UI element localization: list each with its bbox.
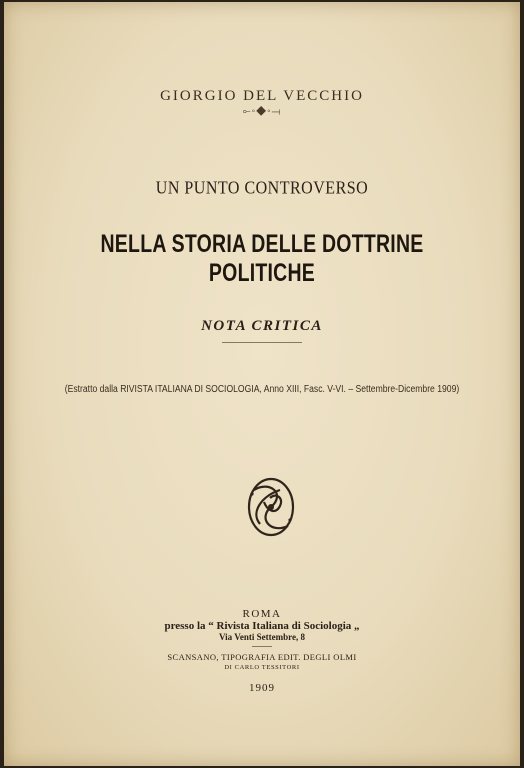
- monogram-icon: [240, 472, 302, 542]
- publisher-name: presso la “ Rivista Italiana di Sociologia „: [164, 620, 360, 632]
- subtitle: UN PUNTO CONTROVERSO: [155, 178, 369, 199]
- nota-critica: NOTA CRITICA: [201, 318, 323, 334]
- author-name: GIORGIO DEL VECCHIO: [160, 88, 364, 104]
- main-title: NELLA STORIA DELLE DOTTRINE POLITICHE: [100, 230, 424, 287]
- publisher-city: ROMA: [242, 608, 282, 620]
- printer-owner: DI CARLO TESSITORI: [224, 664, 300, 671]
- publisher-address: Via Venti Settembre, 8: [219, 632, 305, 642]
- extract-note: (Estratto dalla RIVISTA ITALIANA DI SOCIOLOGIA, Anno XIII, Fasc. V-VI. – Settembre-Dicembre 1909): [64, 384, 460, 395]
- divider-line: [222, 342, 302, 343]
- small-divider: [252, 646, 272, 647]
- title-page: [4, 2, 520, 766]
- ornament-divider: ⟜◦◆◦⟞: [242, 106, 282, 117]
- printer-name: SCANSANO, TIPOGRAFIA EDIT. DEGLI OLMI: [167, 652, 357, 662]
- publication-year: 1909: [249, 682, 275, 694]
